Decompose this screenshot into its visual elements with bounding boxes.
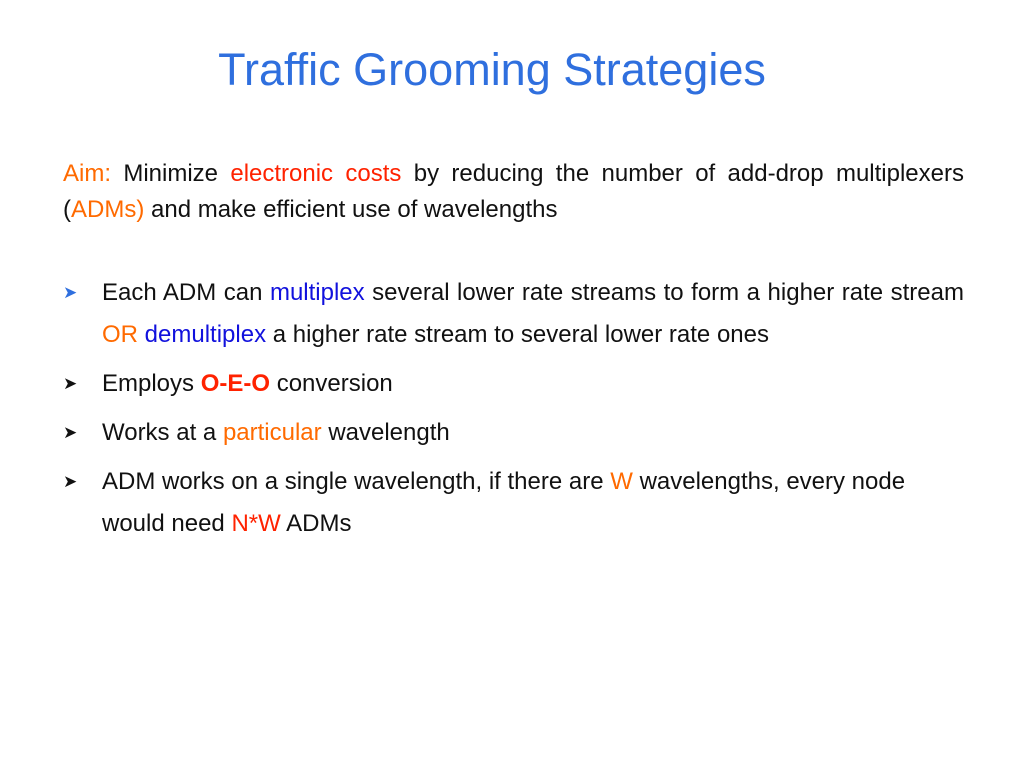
bullet-2-text-2: conversion <box>270 370 393 397</box>
bullet-1-text-1: Each ADM can <box>102 279 270 306</box>
bullet-1-highlight-demultiplex: demultiplex <box>144 321 267 348</box>
bullet-4-text-1: ADM works on a single wavelength, if there are <box>102 468 611 495</box>
bullet-4-highlight-nw: N*W <box>231 510 281 537</box>
chevron-right-icon: ➤ <box>63 283 78 302</box>
bullet-4-text-2: wavelengths, every node would need <box>102 468 906 537</box>
aim-highlight-adms: ADMs) <box>71 196 145 223</box>
bullet-1-highlight-multiplex: multiplex <box>269 279 365 306</box>
bullet-1-highlight-or: OR <box>102 321 138 348</box>
bullet-list <box>63 272 964 552</box>
bullet-item-wavelength <box>63 412 964 454</box>
bullet-1-text-4: a higher rate stream to several lower rate ones <box>266 321 769 348</box>
chevron-right-icon: ➤ <box>63 472 78 491</box>
aim-paragraph <box>63 156 964 228</box>
aim-label: Aim: <box>63 160 111 187</box>
bullet-item-adm-count <box>63 461 964 545</box>
bullet-4-text-3: ADMs <box>280 510 352 537</box>
bullet-2-highlight-oeo: O-E-O <box>200 370 271 397</box>
bullet-2-text-1: Employs <box>102 370 201 397</box>
bullet-item-oeo <box>63 363 964 405</box>
bullet-3-text-2: wavelength <box>321 419 450 446</box>
slide-title: Traffic Grooming Strategies <box>218 44 766 95</box>
bullet-item-adm-multiplex <box>63 272 964 356</box>
aim-text-2: by reducing the number of add-drop multiplexers ( <box>63 160 964 223</box>
bullet-3-text-1: Works at a <box>102 419 223 446</box>
bullet-1-text-2: several lower rate streams to form a higher rate stream <box>364 279 964 306</box>
aim-text-3: and make efficient use of wavelengths <box>144 196 558 223</box>
bullet-3-highlight-particular: particular <box>222 419 322 446</box>
chevron-right-icon: ➤ <box>63 374 78 393</box>
aim-text-1: Minimize <box>111 160 231 187</box>
aim-highlight-electronic-costs: electronic costs <box>230 160 402 187</box>
bullet-4-highlight-w: W <box>610 468 633 495</box>
bullet-1-text-3 <box>138 321 145 348</box>
chevron-right-icon: ➤ <box>63 423 78 442</box>
